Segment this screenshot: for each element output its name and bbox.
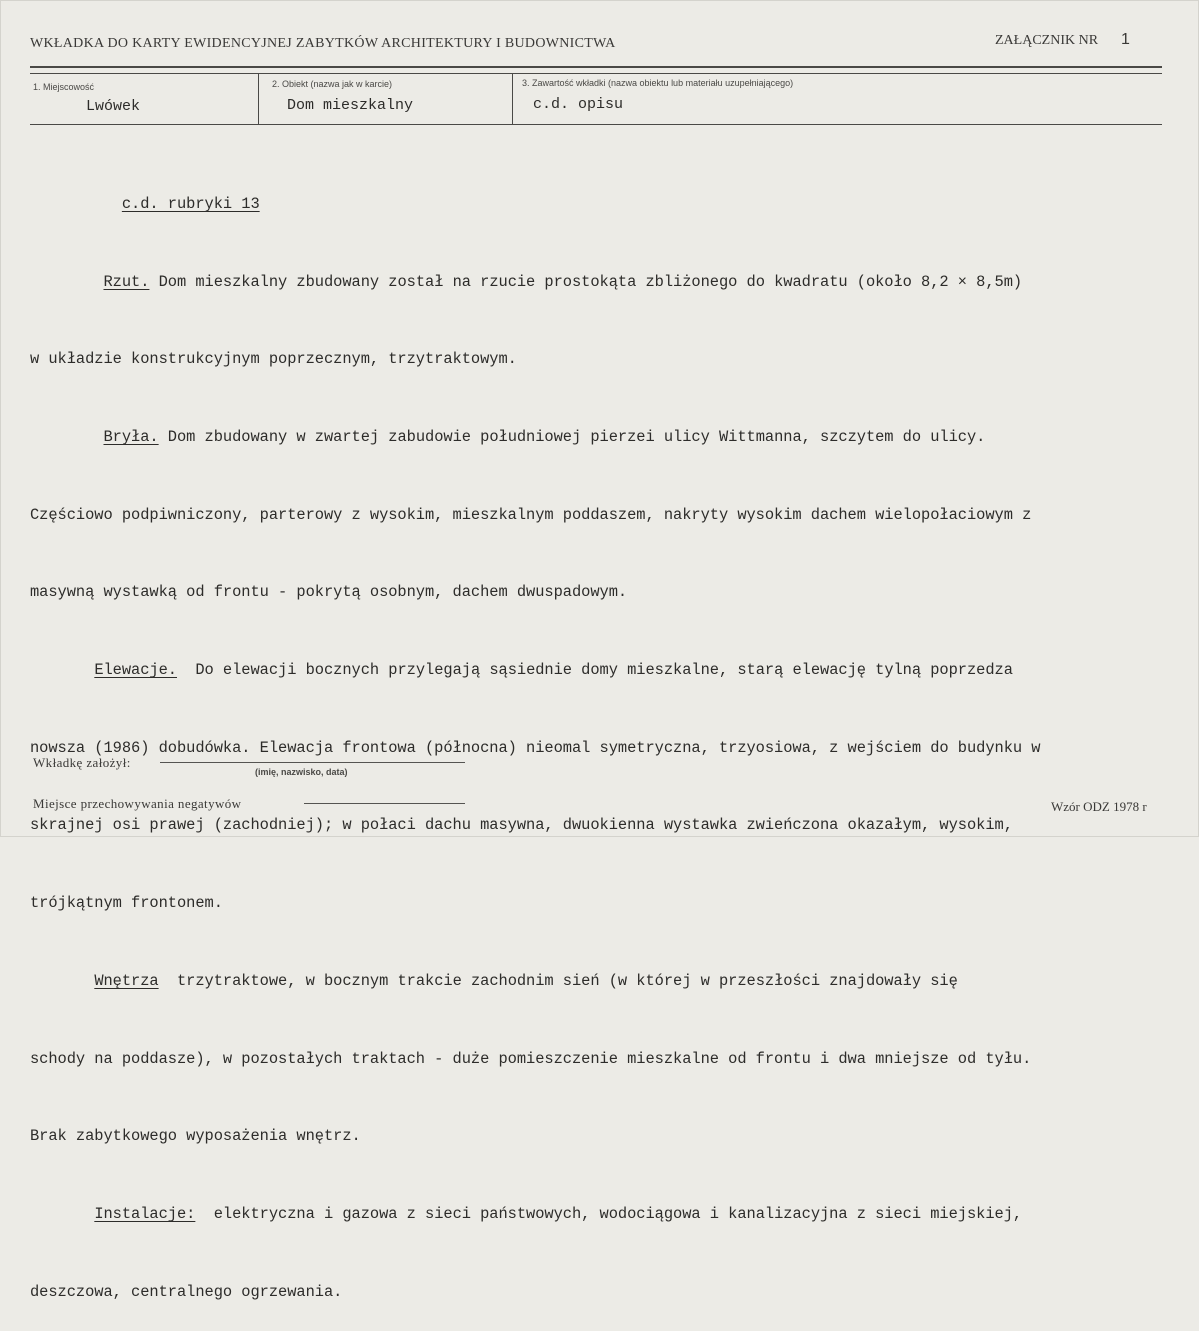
elewacje-line-1 bbox=[30, 658, 1165, 684]
elewacje-text-1: Do elewacji bocznych przylegają sąsiednie domy mieszkalne, starą elewację tylną poprzedza bbox=[177, 661, 1013, 680]
bryla-heading: Bryła. bbox=[103, 427, 159, 446]
elewacje-line-4: trójkątnym frontonem. bbox=[30, 894, 223, 913]
wnetrza-heading: Wnętrza bbox=[94, 971, 159, 990]
elewacje-heading: Elewacje. bbox=[94, 661, 177, 680]
continuation-heading: c.d. rubryki 13 bbox=[121, 194, 260, 213]
instalacje-line-2: deszczowa, centralnego ogrzewania. bbox=[30, 1282, 343, 1301]
wnetrza-line-1 bbox=[30, 969, 1165, 995]
instalacje-line-1 bbox=[30, 1202, 1165, 1228]
continuation-line bbox=[30, 192, 1165, 218]
bryla-line-2: Częściowo podpiwniczony, parterowy z wysokim, mieszkalnym poddaszem, nakryty wysokim dachem wielopołaciowym z bbox=[30, 505, 1032, 524]
object-value: Dom mieszkalny bbox=[287, 97, 414, 114]
column-divider-2 bbox=[512, 73, 513, 125]
description-body bbox=[30, 140, 1165, 1331]
instalacje-text-1: elektryczna i gazowa z sieci państwowych, wodociągowa i kanalizacyjna z sieci miejskiej, bbox=[195, 1204, 1023, 1223]
table-top-rule bbox=[30, 66, 1162, 68]
created-by-hint: (imię, nazwisko, data) bbox=[255, 767, 348, 777]
content-label: 3. Zawartość wkładki (nazwa obiektu lub materiału uzupełniającego) bbox=[522, 78, 794, 88]
created-by-label: Wkładkę założył: bbox=[33, 755, 131, 770]
content-value: c.d. opisu bbox=[533, 96, 624, 113]
column-divider-1 bbox=[258, 73, 259, 125]
annex-number: 1 bbox=[1121, 31, 1130, 48]
negatives-location-label: Miejsce przechowywania negatywów bbox=[33, 796, 242, 811]
locality-value: Lwówek bbox=[86, 98, 141, 115]
bryla-line-1 bbox=[30, 425, 1165, 451]
elewacje-line-2: nowsza (1986) dobudówka. Elewacja frontowa (północna) nieomal symetryczna, trzyosiowa, z wejściem do budynku w bbox=[30, 738, 1041, 757]
bryla-text-1: Dom zbudowany w zwartej zabudowie południowej pierzei ulicy Wittmanna, szczytem do ulicy. bbox=[158, 427, 986, 446]
wnetrza-line-3: Brak zabytkowego wyposażenia wnętrz. bbox=[30, 1127, 361, 1146]
rzut-line-1 bbox=[30, 270, 1165, 296]
bryla-line-3: masywną wystawką od frontu - pokrytą osobnym, dachem dwuspadowym. bbox=[30, 583, 628, 602]
wnetrza-text-1: trzytraktowe, w bocznym trakcie zachodnim sień (w której w przeszłości znajdowały się bbox=[158, 971, 958, 990]
form-title: WKŁADKA DO KARTY EWIDENCYJNEJ ZABYTKÓW ARCHITEKTURY I BUDOWNICTWA bbox=[30, 36, 616, 51]
negatives-location-line bbox=[304, 803, 465, 804]
elewacje-line-3: skrajnej osi prawej (zachodniej); w połaci dachu masywna, dwuokienna wystawka zwieńczona okazałym, wysokim, bbox=[30, 816, 1013, 835]
table-bottom-rule bbox=[30, 124, 1162, 125]
annex-label: ZAŁĄCZNIK NR bbox=[995, 33, 1099, 48]
locality-label: 1. Miejscowość bbox=[33, 82, 95, 92]
rzut-heading: Rzut. bbox=[103, 272, 150, 291]
rzut-line-2: w układzie konstrukcyjnym poprzecznym, trzytraktowym. bbox=[30, 350, 517, 369]
instalacje-heading: Instalacje: bbox=[94, 1204, 196, 1223]
object-label: 2. Obiekt (nazwa jak w karcie) bbox=[272, 79, 393, 89]
created-by-line bbox=[160, 762, 465, 763]
form-model-label: Wzór ODZ 1978 r bbox=[1051, 799, 1147, 814]
wnetrza-line-2: schody na poddasze), w pozostałych traktach - duże pomieszczenie mieszkalne od frontu i dwa mniejsze od tyłu. bbox=[30, 1049, 1032, 1068]
rzut-text-1: Dom mieszkalny zbudowany został na rzucie prostokąta zbliżonego do kwadratu (około 8,2 × 8,5m) bbox=[149, 272, 1023, 291]
table-mid-rule bbox=[30, 73, 1162, 74]
